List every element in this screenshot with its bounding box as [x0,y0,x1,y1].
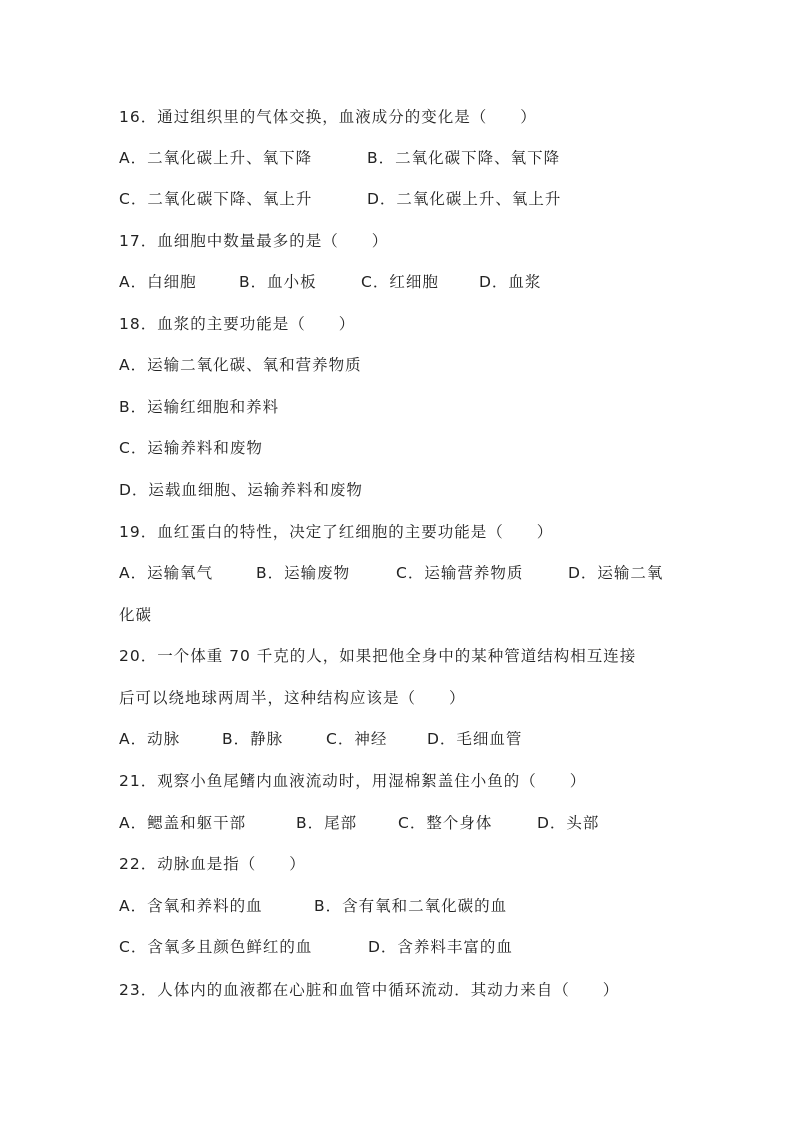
option-c: C．整个身体 [398,814,493,832]
option-a: A．鳃盖和躯干部 [119,814,247,832]
question-18-option-c: C．运输养料和废物 [119,439,263,457]
question-17-options [119,272,541,292]
question-20-options [119,729,522,749]
option-d: D．毛细血管 [427,730,523,748]
question-18: 18．血浆的主要功能是（ ） [119,315,356,333]
question-19: 19．血红蛋白的特性，决定了红细胞的主要功能是（ ） [119,523,554,541]
question-19-continuation: 化碳 [119,606,153,624]
option-b: B．运输废物 [256,564,351,582]
option-c: C．红细胞 [361,273,439,291]
option-c: C．含氧多且颜色鲜红的血 [119,938,313,956]
option-a: A．含氧和养料的血 [119,897,263,915]
question-18-option-b: B．运输红细胞和养料 [119,398,280,416]
question-18-option-d: D．运载血细胞、运输养料和废物 [119,481,363,499]
option-a: A．运输氧气 [119,564,214,582]
option-d: D．二氧化碳上升、氧上升 [367,190,562,208]
option-c: C．神经 [326,730,388,748]
question-21-options [119,813,599,833]
option-b: B．二氧化碳下降、氧下降 [367,149,561,167]
option-d: D．运输二氧 [568,564,664,582]
option-c: C．二氧化碳下降、氧上升 [119,190,313,208]
question-18-option-a: A．运输二氧化碳、氧和营养物质 [119,356,362,374]
question-23: 23．人体内的血液都在心脏和血管中循环流动．其动力来自（ ） [119,981,620,999]
question-20-line-1: 20．一个体重 70 千克的人，如果把他全身中的某种管道结构相互连接 [119,647,637,665]
option-a: A．动脉 [119,730,181,748]
question-22-options-cd [119,937,513,957]
question-19-options [119,563,663,583]
option-b: B．血小板 [239,273,317,291]
option-a: A．二氧化碳上升、氧下降 [119,149,313,167]
question-20-line-2: 后可以绕地球两周半，这种结构应该是（ ） [119,689,466,707]
question-16-options-cd [119,189,561,209]
question-22-options-ab [119,896,507,916]
question-16-options-ab [119,148,560,168]
option-c: C．运输营养物质 [396,564,524,582]
option-a: A．白细胞 [119,273,197,291]
option-b: B．尾部 [296,814,358,832]
option-d: D．血浆 [479,273,542,291]
question-22: 22．动脉血是指（ ） [119,855,306,873]
question-17: 17．血细胞中数量最多的是（ ） [119,232,389,250]
question-16: 16．通过组织里的气体交换，血液成分的变化是（ ） [119,108,537,126]
option-d: D．头部 [537,814,600,832]
option-d: D．含养料丰富的血 [368,938,513,956]
option-b: B．静脉 [222,730,284,748]
question-21: 21．观察小鱼尾鳍内血液流动时，用湿棉絮盖住小鱼的（ ） [119,772,587,790]
option-b: B．含有氧和二氧化碳的血 [314,897,508,915]
